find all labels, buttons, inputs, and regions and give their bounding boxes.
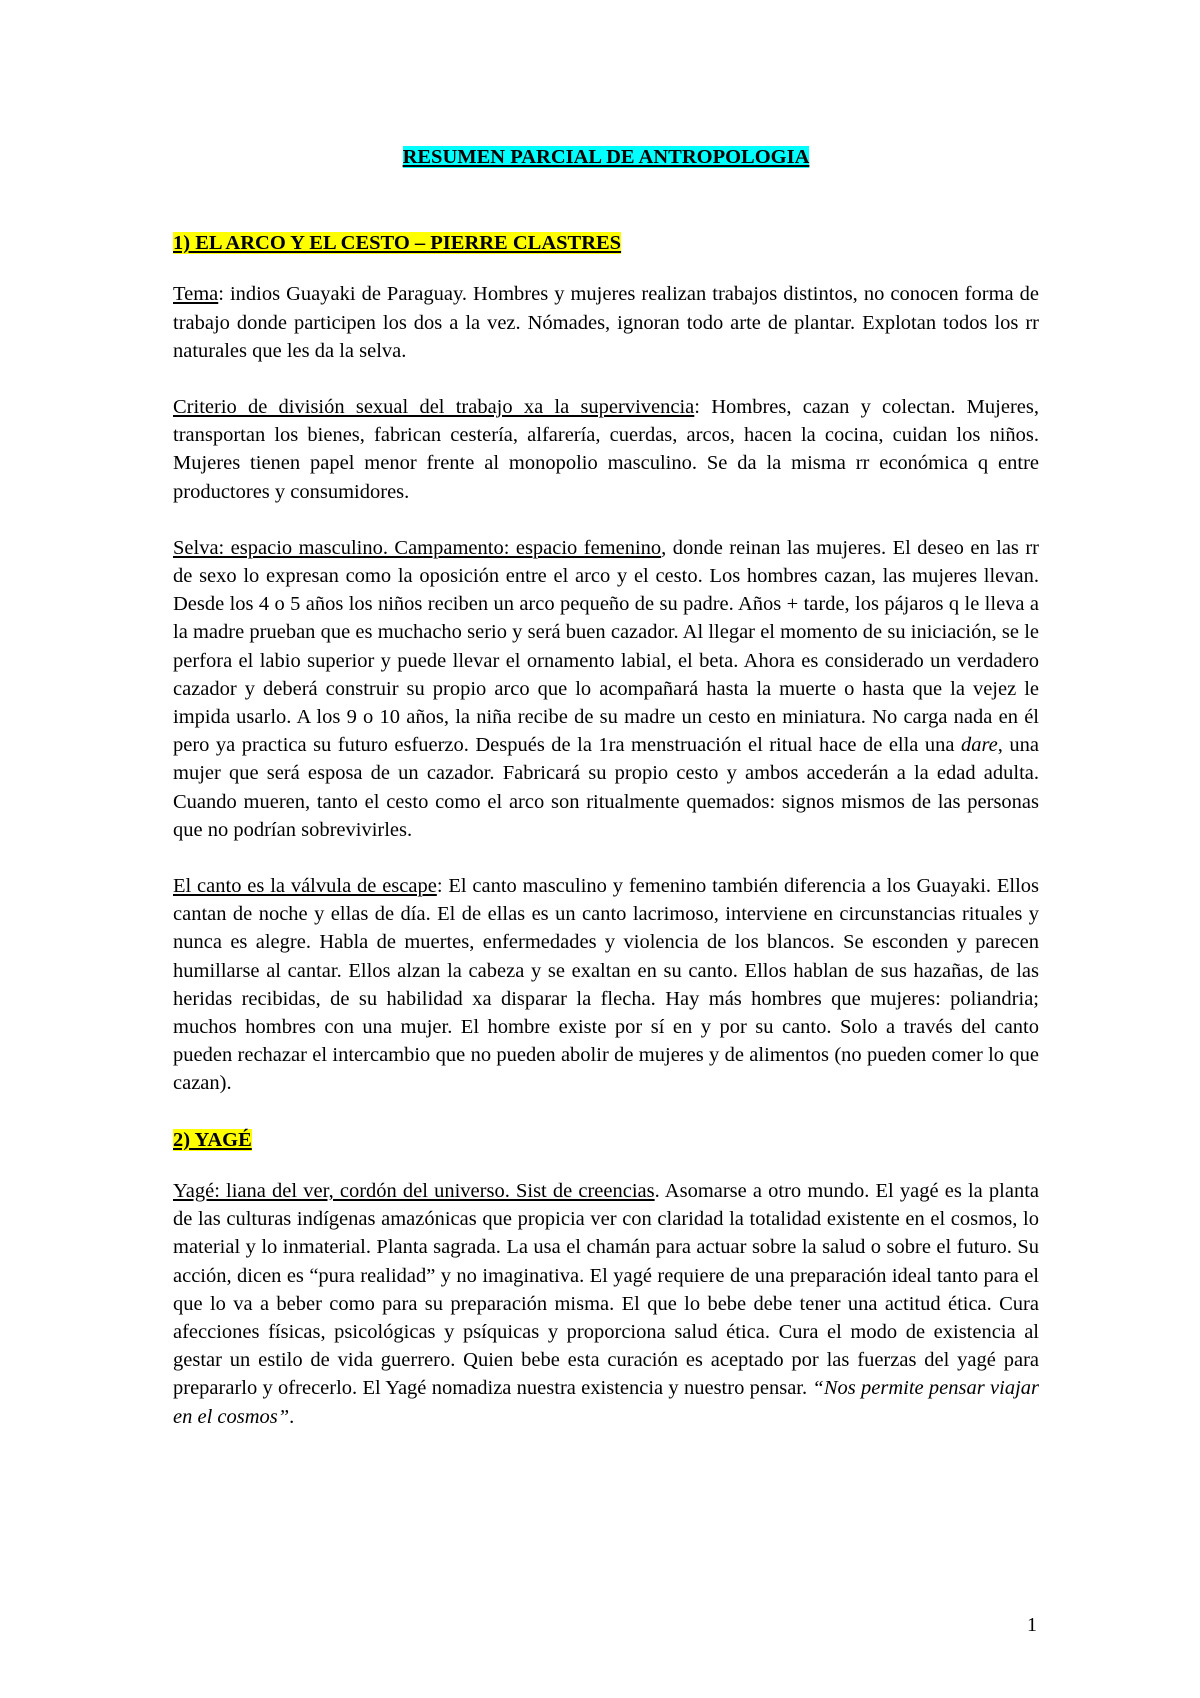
page-number: 1	[1027, 1614, 1037, 1636]
paragraph-lead: El canto es la válvula de escape	[173, 875, 437, 898]
paragraph-lead: Tema	[173, 283, 219, 306]
section-heading-1-text: 1) EL ARCO Y EL CESTO – PIERRE CLASTRES	[173, 232, 622, 255]
paragraph-canto	[173, 872, 1039, 1098]
document-title	[173, 143, 1039, 171]
paragraph-body-end: .	[289, 1405, 295, 1428]
paragraph-lead: Criterio de división sexual del trabajo xa la supervivencia	[173, 396, 695, 419]
paragraph-body: , donde reinan las mujeres. El deseo en las rr de sexo lo expresan como la oposición entre el arco y el cesto. Los hombres cazan, las mujeres llevan. Desde los 4 o 5 años los niños reciben un arco pequeño de su padre. Años + tarde, los pájaros q le lleva a la madre prueban que es muchacho serio y será buen cazador. Al llegar el momento de su iniciación, se le perfora el labio superior y puede llevar el ornamento labial, el beta. Ahora es considerado un verdadero cazador y deberá construir su propio arco que lo acompañará hasta la muerte o hasta que la vejez le impida usarlo. A los 9 o 10 años, la niña recibe de su madre un cesto en miniatura. No carga nada en él pero ya practica su futuro esfuerzo. Después de la 1ra menstruación el ritual hace de ella una	[173, 536, 1039, 757]
page-content	[173, 143, 1039, 1459]
paragraph-body: . Asomarse a otro mundo. El yagé es la planta de las culturas indígenas amazónicas que propicia ver con claridad la totalidad existente en el cosmos, lo material y lo inmaterial. Planta sagrada. La usa el chamán para actuar sobre la salud o sobre el futuro. Su acción, dicen es “pura realidad” y no imaginativa. El yagé requiere de una preparación ideal tanto para el que lo va a beber como para su preparación misma. El que lo bebe debe tener una actitud ética. Cura afecciones físicas, psicológicas y psíquicas y proporciona salud ética. Cura el modo de existencia al gestar un estilo de vida guerrero. Quien bebe esta curación es aceptado por las fuerzas del yagé para prepararlo y ofrecerlo. El Yagé nomadiza nuestra existencia y nuestro pensar.	[173, 1179, 1039, 1400]
paragraph-body: : indios Guayaki de Paraguay. Hombres y mujeres realizan trabajos distintos, no conocen forma de trabajo donde participen los dos a la vez. Nómades, ignoran todo arte de plantar. Explotan todos los rr naturales que les da la selva.	[173, 283, 1039, 362]
paragraph-selva	[173, 534, 1039, 844]
section-heading-1	[173, 229, 1039, 257]
paragraph-lead: Yagé: liana del ver, cordón del universo. Sist de creencias	[173, 1179, 655, 1202]
paragraph-body: : El canto masculino y femenino también diferencia a los Guayaki. Ellos cantan de noche y ellas de día. El de ellas es un canto lacrimoso, interviene en circunstancias rituales y nunca es alegre. Habla de muertes, enfermedades y violencia de los blancos. Se esconden y parecen humillarse al cantar. Ellos alzan la cabeza y se exaltan en su canto. Ellos hablan de sus hazañas, de las heridas recibidas, de su habilidad xa disparar la flecha. Hay más hombres que mujeres: poliandria; muchos hombres con una mujer. El hombre existe por sí en y por su canto. Solo a través del canto pueden rechazar el intercambio que no pueden abolir de mujeres y de alimentos (no pueden comer lo que cazan).	[173, 875, 1039, 1095]
section-heading-2	[173, 1126, 1039, 1154]
paragraph-yage	[173, 1177, 1039, 1431]
paragraph-lead: Selva: espacio masculino. Campamento: espacio femenino	[173, 536, 662, 559]
paragraph-criterio	[173, 393, 1039, 506]
paragraph-body-end: , una mujer que será esposa de un cazador. Fabricará su propio cesto y ambos accederán a la edad adulta. Cuando mueren, tanto el cesto como el arco son ritualmente quemados: signos mismos de las personas que no podrían sobrevivirles.	[173, 734, 1039, 841]
paragraph-tema	[173, 280, 1039, 365]
section-heading-2-text: 2) YAGÉ	[173, 1128, 252, 1151]
paragraph-italic: dare	[960, 734, 998, 757]
paragraph-body: : Hombres, cazan y colectan. Mujeres, transportan los bienes, fabrican cestería, alfarería, cuerdas, arcos, hacen la cocina, cuidan los niños. Mujeres tienen papel menor frente al monopolio masculino. Se da la misma rr económica q entre productores y consumidores.	[173, 396, 1039, 503]
paragraph-italic-quote: “Nos permite pensar viajar en el cosmos”	[173, 1377, 1040, 1428]
title-text: RESUMEN PARCIAL DE ANTROPOLOGIA	[402, 146, 810, 168]
